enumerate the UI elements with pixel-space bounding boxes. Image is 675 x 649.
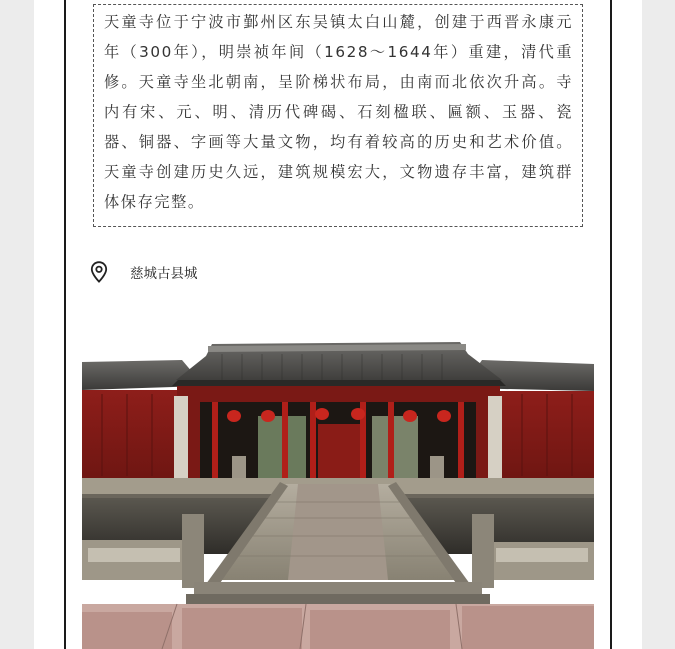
location-row: [90, 260, 198, 284]
location-label: 慈城古县城: [130, 266, 198, 282]
map-pin-icon: [90, 261, 108, 283]
temple-illustration: [82, 336, 594, 649]
description-box: [93, 4, 583, 227]
description-text: 天童寺位于宁波市鄞州区东吴镇太白山麓，创建于西晋永康元年（300年），明崇祯年间（1628～1644年）重建，清代重修。天童寺坐北朝南，呈阶梯状布局，由南而北依次升高。寺内有宋、元、明、清历代碑碣、石刻楹联、匾额、玉器、瓷器、铜器、字画等大量文物，均有着较高的历史和艺术价值。天童寺创建历史久远，建筑规模宏大，文物遗存丰富，建筑群体保存完整。: [104, 13, 573, 211]
temple-courtyard-photo: [82, 336, 594, 649]
